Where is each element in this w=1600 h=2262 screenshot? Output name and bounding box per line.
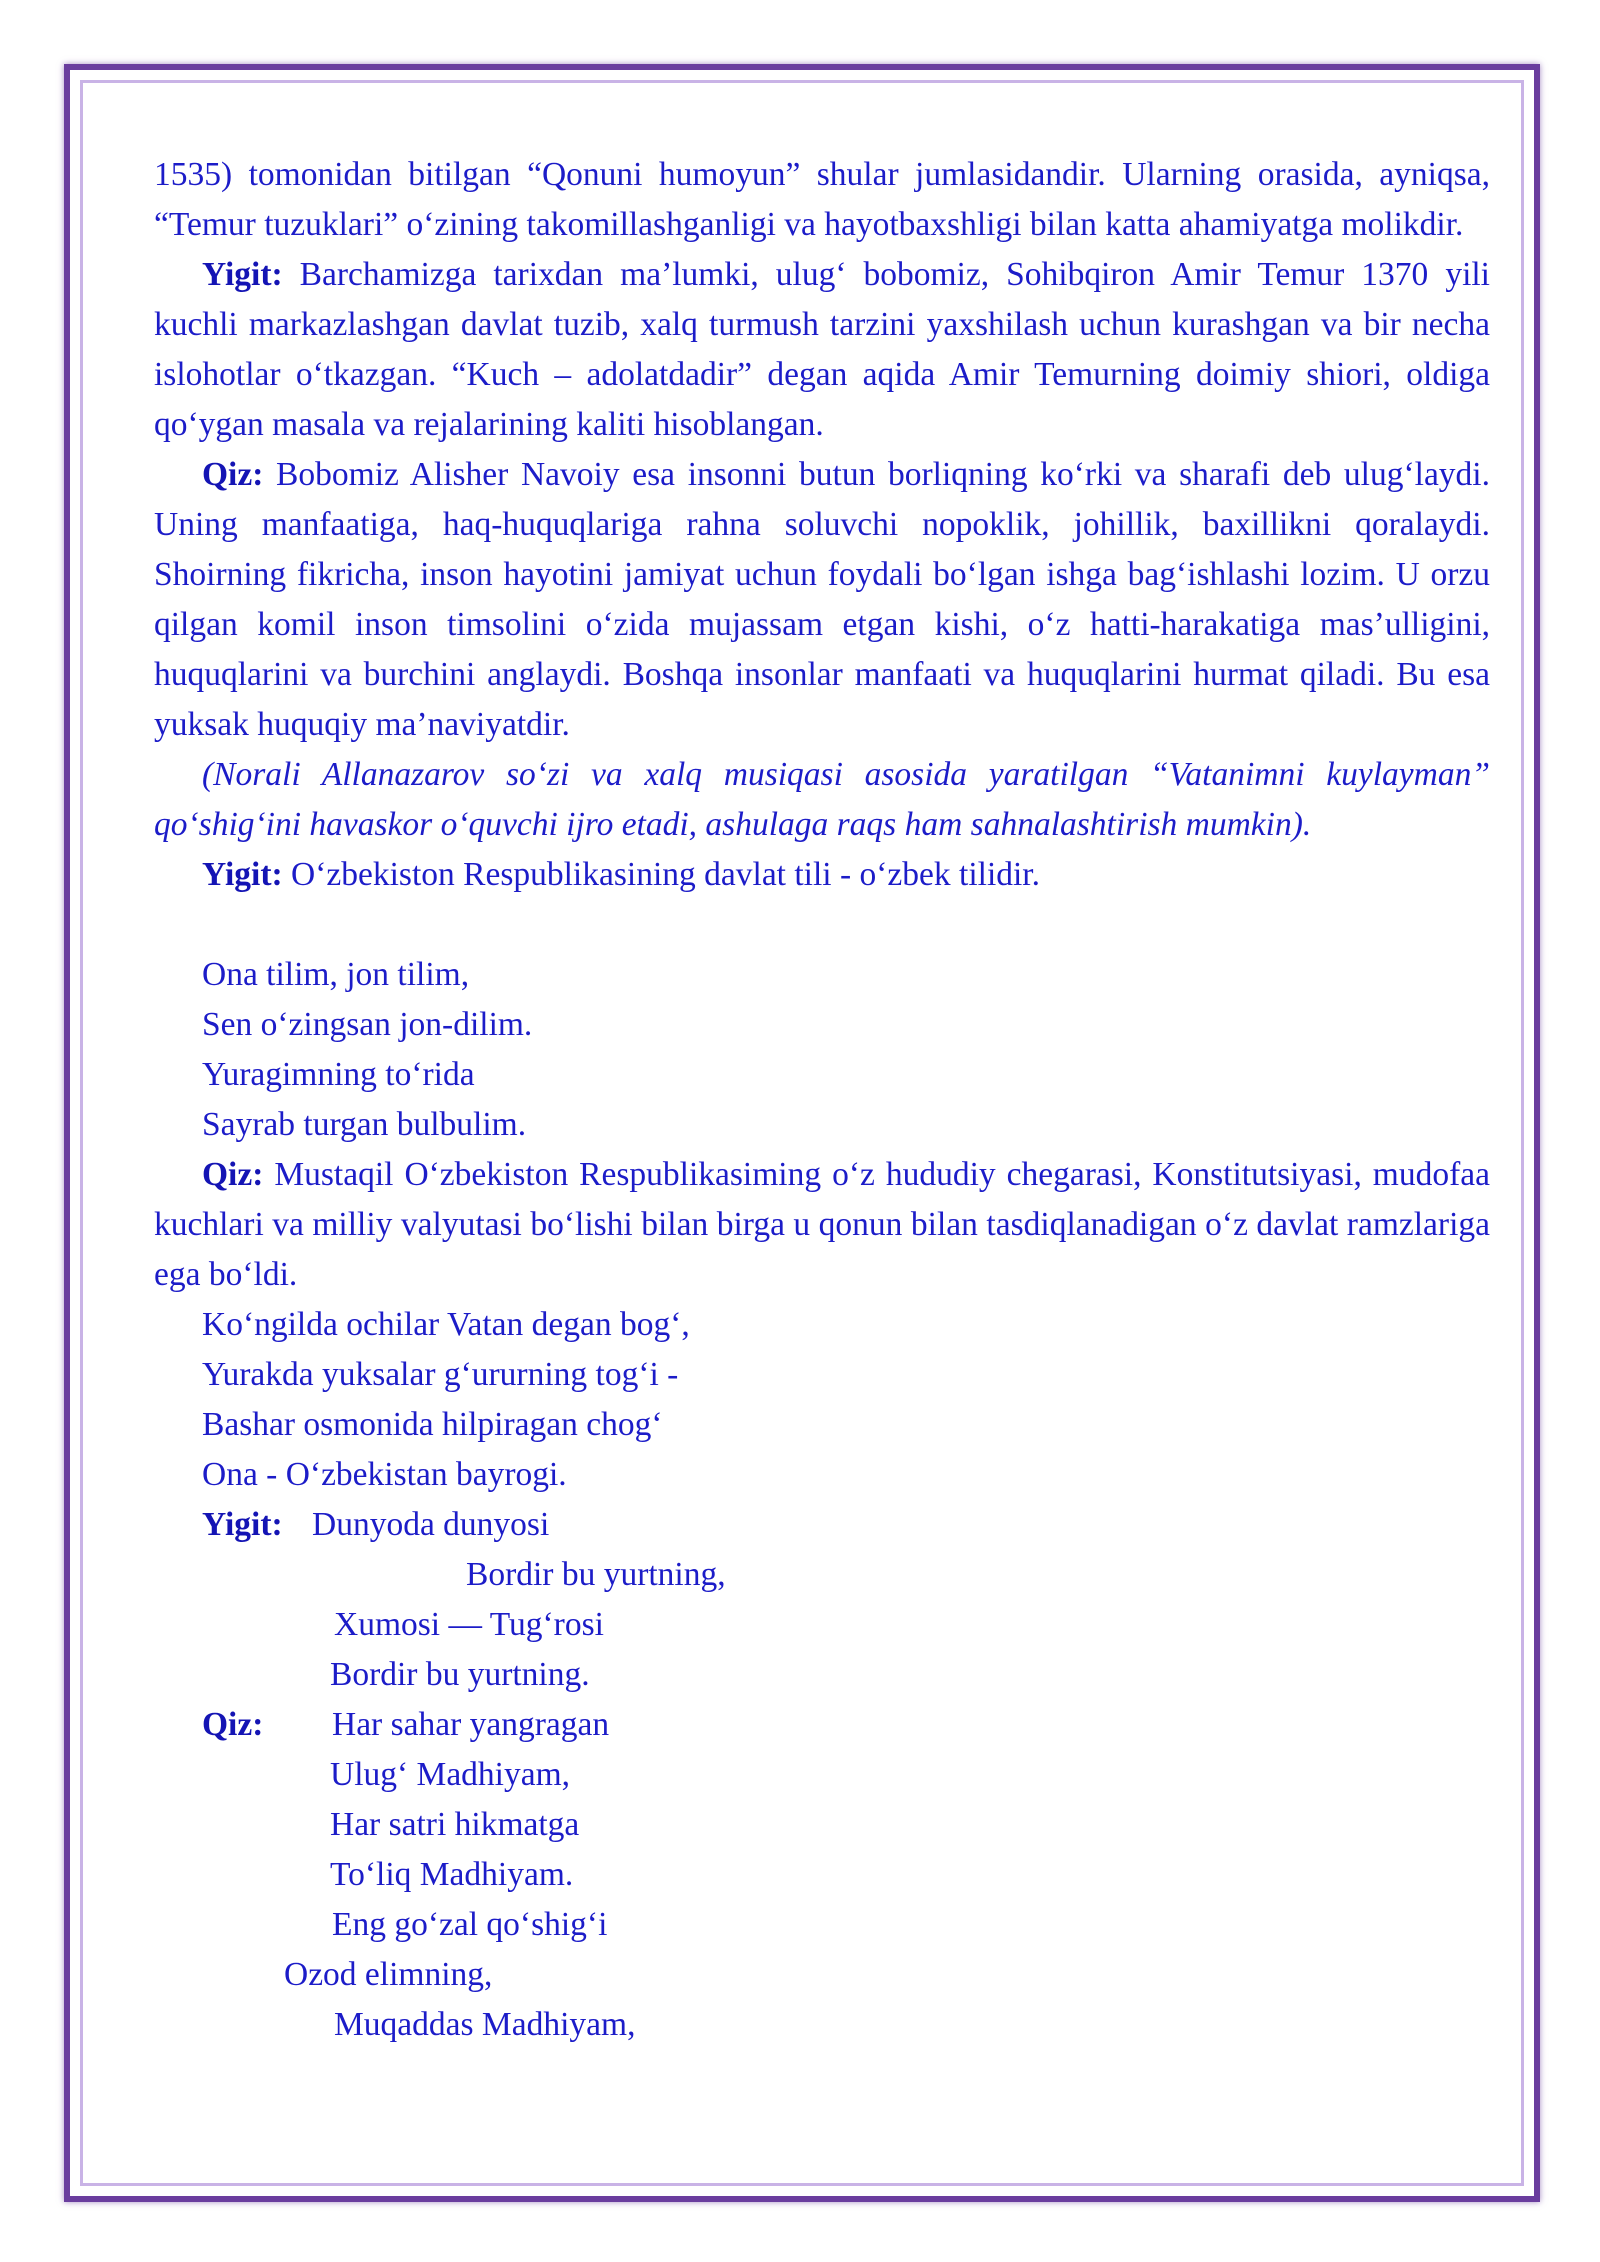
document-body: [154, 150, 1490, 2050]
speaker-label: Qiz:: [202, 456, 264, 493]
poem-line: Eng go‘zal qo‘shig‘i: [332, 1906, 608, 1943]
paragraph-qiz-navoiy: [154, 450, 1490, 750]
speaker-label: Yigit:: [202, 1506, 283, 1543]
poem-line: Bordir bu yurtning,: [466, 1556, 726, 1593]
poem-line: Yuragimning to‘rida: [202, 1056, 475, 1093]
paragraph-text: Mustaqil O‘zbekiston Respublikasiming o‘z hududiy chegarasi, Konstitutsiyasi, mudofaa kuchlari va milliy valyutasi bo‘lishi bilan birga u qonun bilan tasdiqlanadigan o‘z davlat ramzlariga ega bo‘ldi.: [154, 1156, 1490, 1293]
poem-line: [154, 1700, 1490, 1750]
blank-line: [154, 900, 1490, 950]
speaker-label: Qiz:: [202, 1156, 264, 1193]
poem-line: Sen o‘zingsan jon-dilim.: [202, 1006, 533, 1043]
poem-line: To‘liq Madhiyam.: [330, 1856, 574, 1893]
poem-text: Dunyoda dunyosi: [312, 1506, 550, 1543]
poem-line: Ozod elimning,: [284, 1956, 493, 1993]
poem-line: Muqaddas Madhiyam,: [334, 2006, 636, 2043]
paragraph-yigit-til: [154, 850, 1490, 900]
poem-line: Har satri hikmatga: [330, 1806, 580, 1843]
poem-line: Yurakda yuksalar g‘ururning tog‘i -: [202, 1356, 679, 1393]
speaker-label: Yigit:: [202, 856, 283, 893]
speaker-label: Yigit:: [202, 256, 283, 293]
paragraph-text: O‘zbekiston Respublikasining davlat tili - o‘zbek tilidir.: [282, 856, 1040, 893]
poem-line: Ulug‘ Madhiyam,: [330, 1756, 571, 1793]
speaker-label: Qiz:: [202, 1706, 264, 1743]
poem-line: Ko‘ngilda ochilar Vatan degan bog‘,: [202, 1306, 690, 1343]
paragraph-intro: 1535) tomonidan bitilgan “Qonuni humoyun” shular jumlasidandir. Ularning orasida, ayniqsa, “Temur tuzuklari” o‘zining takomillashganligi va hayotbaxshligi bilan katta ahamiyatga molikdir.: [154, 156, 1490, 243]
poem-text: Har sahar yangragan: [332, 1706, 610, 1743]
poem-line: Ona - O‘zbekistan bayrogi.: [202, 1456, 567, 1493]
poem-line: [154, 1500, 1490, 1550]
poem-line: Xumosi — Tug‘rosi: [334, 1606, 604, 1643]
poem-line: Bashar osmonida hilpiragan chog‘: [202, 1406, 663, 1443]
paragraph-text: Barchamizga tarixdan ma’lumki, ulug‘ bobomiz, Sohibqiron Amir Temur 1370 yili kuchli markazlashgan davlat tuzib, xalq turmush tarzini yaxshilash uchun kurashgan va bir necha islohotlar o‘tkazgan. “Kuch – adolatdadir” degan aqida Amir Temurning doimiy shiori, oldiga qo‘ygan masala va rejalarining kaliti hisoblangan.: [154, 256, 1490, 443]
poem-line: Sayrab turgan bulbulim.: [202, 1106, 527, 1143]
paragraph-text: Bobomiz Alisher Navoiy esa insonni butun borliqning ko‘rki va sharafi deb ulug‘laydi. Uning manfaatiga, haq-huquqlariga rahna soluvchi nopoklik, johillik, baxillikni qoralaydi. Shoirning fikricha, inson hayotini jamiyat uchun foydali bo‘lgan ishga bag‘ishlashi lozim. U orzu qilgan komil inson timsolini o‘zida mujassam etgan kishi, o‘z hatti-harakatiga mas’ulligini, huquqlarini va burchini anglaydi. Boshqa insonlar manfaati va huquqlarini hurmat qiladi. Bu esa yuksak huquqiy ma’naviyatdir.: [154, 456, 1490, 743]
paragraph-qiz-ramzlar: [154, 1150, 1490, 1300]
paragraph-yigit-temur: [154, 250, 1490, 450]
poem-line: Bordir bu yurtning.: [330, 1656, 590, 1693]
poem-line: Ona tilim, jon tilim,: [202, 956, 470, 993]
stage-direction: (Norali Allanazarov so‘zi va xalq musiqasi asosida yaratilgan “Vatanimni kuylayman” qo‘shig‘ini havaskor o‘quvchi ijro etadi, ashulaga raqs ham sahnalashtirish mumkin).: [154, 756, 1490, 843]
